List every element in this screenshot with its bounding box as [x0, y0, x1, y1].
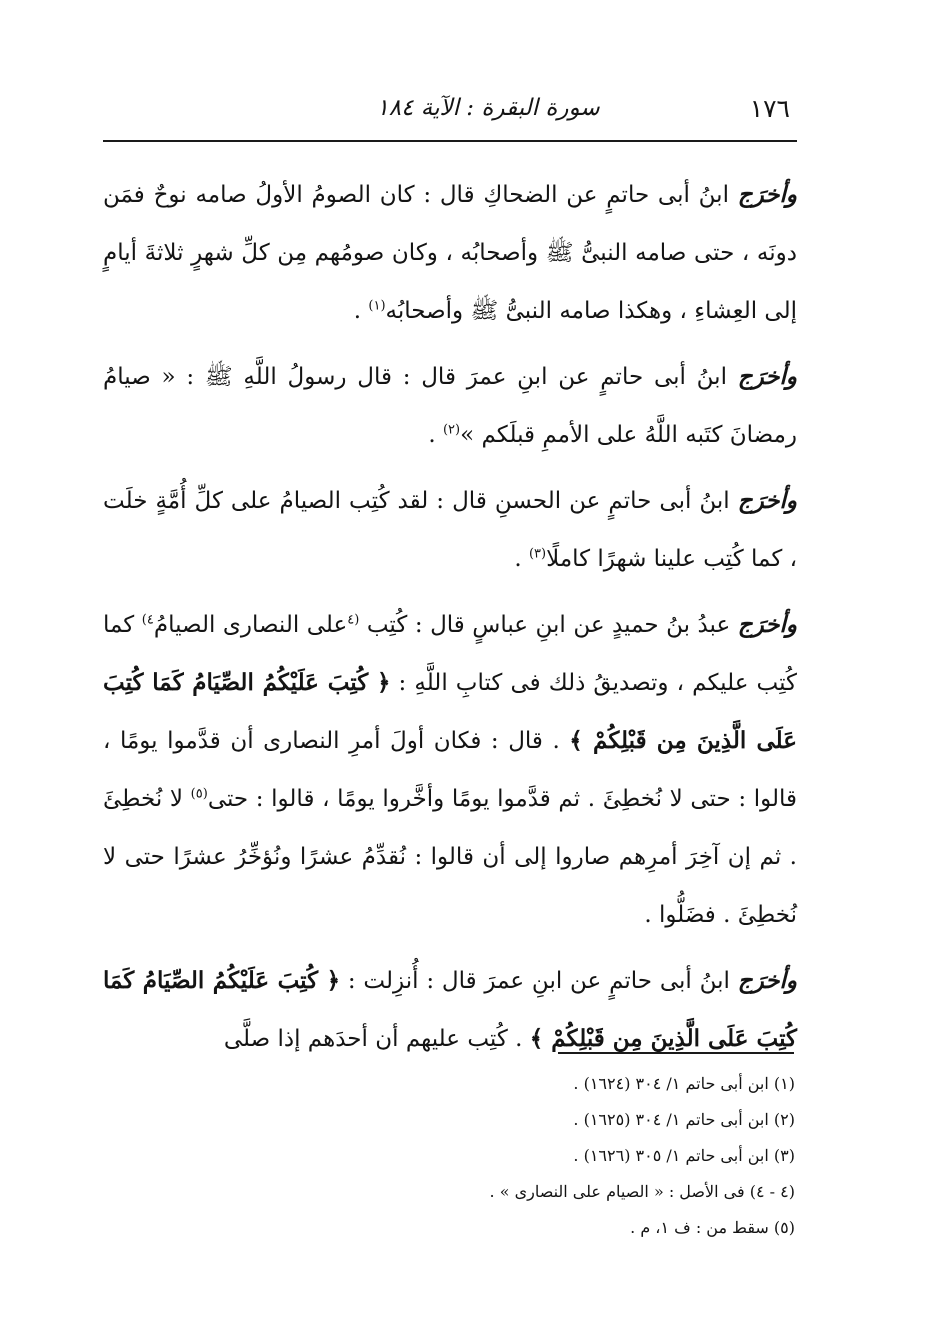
- paragraph-text: لا نُخطِئَ . ثم إن آخِرَ أمرِهم صاروا إلى أن قالوا : نُقدِّمُ عشرًا ونُؤخِّرُ عشرًا حتى لا نُخطِئَ . فضَلُّوا .: [103, 786, 797, 928]
- paragraph-text: على النصارى الصيامُ: [153, 612, 348, 638]
- paragraph-text: ابنُ أبى حاتمٍ عن ابنِ عمرَ قال : قال رسولُ اللَّهِ ﷺ : « صيامُ رمضانَ كتَبه اللَّهُ على الأممِ قبلَكم »: [103, 364, 797, 448]
- paragraph-ibn-abbas: [103, 596, 797, 944]
- paragraph-opener: وأخرَج: [737, 487, 797, 514]
- paragraph-text: . كُتِب عليهم أن أحدَهم إذا صلَّى: [223, 1026, 530, 1052]
- paragraph-text: عبدُ بنُ حميدٍ عن ابنِ عباسٍ قال : كُتِب: [359, 612, 738, 638]
- footnote-1: (١) ابن أبى حاتم ١/ ٣٠٤ (١٦٢٤) .: [573, 1074, 795, 1093]
- footnote-ref-2: (٢): [442, 422, 461, 438]
- footnote-ref-5: (٥): [190, 786, 208, 802]
- footnote-3: (٣) ابن أبى حاتم ١/ ٣٠٥ (١٦٢٦) .: [573, 1146, 795, 1165]
- paragraph-end: .: [428, 422, 443, 448]
- header-rule: [103, 140, 797, 142]
- paragraph-ibn-umar-2: [103, 952, 797, 1068]
- footnote-ref-4-start: (٤: [347, 612, 360, 628]
- paragraph-end: .: [353, 298, 369, 324]
- paragraph-text: ابنُ أبى حاتمٍ عن الضحاكِ قال : كان الصومُ الأولُ صامه نوحٌ فمَن دونَه ، حتى صامه النبىُّ ﷺ وأصحابُه ، وكان صومُهم مِن كلِّ شهرٍ ثلاثةَ أيامٍ إلى العِشاءِ ، وهكذا صامه النبىُّ ﷺ وأصحابُه: [103, 182, 797, 324]
- main-text: [103, 166, 797, 1076]
- paragraph-text: ابنُ أبى حاتمٍ عن ابنِ عمرَ قال : أُنزِلت :: [340, 968, 738, 994]
- paragraph-ibn-umar: [103, 348, 797, 464]
- running-title: سورة البقرة : الآية ١٨٤: [376, 95, 600, 121]
- footnote-4: (٤ - ٤) فى الأصل : « الصيام على النصارى » .: [489, 1182, 795, 1201]
- page-number: ١٧٦: [749, 93, 790, 123]
- footnote-2: (٢) ابن أبى حاتم ١/ ٣٠٤ (١٦٢٥) .: [573, 1110, 795, 1129]
- paragraph-text: ابنُ أبى حاتمٍ عن الحسنِ قال : لقد كُتِب الصيامُ على كلِّ أُمَّةٍ خلَت ، كما كُتِب علينا شهرًا كاملًا: [103, 488, 797, 572]
- paragraph-text: كما كُتِب عليكم ، وتصديقُ ذلك فى كتابِ اللَّهِ :: [103, 612, 797, 696]
- paragraph-opener: وأخرَج: [737, 967, 797, 994]
- paragraph-opener: وأخرَج: [737, 363, 797, 390]
- footnote-ref-1: (١): [368, 298, 386, 314]
- paragraph-dahhak: [103, 166, 797, 340]
- paragraph-hasan: [103, 472, 797, 588]
- footnote-5: (٥) سقط من : ف ١، م .: [630, 1218, 795, 1237]
- paragraph-end: .: [514, 546, 529, 572]
- footnote-ref-3: (٣): [528, 546, 547, 562]
- footnotes: [300, 1066, 795, 1246]
- page-header: [100, 88, 790, 128]
- quran-verse: ﴿ كُتِبَ عَلَيْكُمُ الصِّيَامُ كَمَا كُتِبَ عَلَى الَّذِينَ مِن قَبْلِكُمْ ﴾: [103, 967, 797, 1052]
- paragraph-opener: وأخرَج: [737, 611, 797, 638]
- footnote-rule: [558, 1052, 794, 1054]
- paragraph-text: . قال : فكان أولَ أمرِ النصارى أن قدَّموا يومًا ، قالوا : حتى لا نُخطِئَ . ثم قدَّموا يومًا وأخَّروا يومًا ، قالوا : حتى: [103, 728, 797, 812]
- footnote-ref-4-end: ٤): [141, 612, 154, 628]
- quran-verse: ﴿ كُتِبَ عَلَيْكُمُ الصِّيَامُ كَمَا كُتِبَ عَلَى الَّذِينَ مِن قَبْلِكُمْ ﴾: [103, 669, 797, 754]
- paragraph-opener: وأخرَج: [737, 181, 797, 208]
